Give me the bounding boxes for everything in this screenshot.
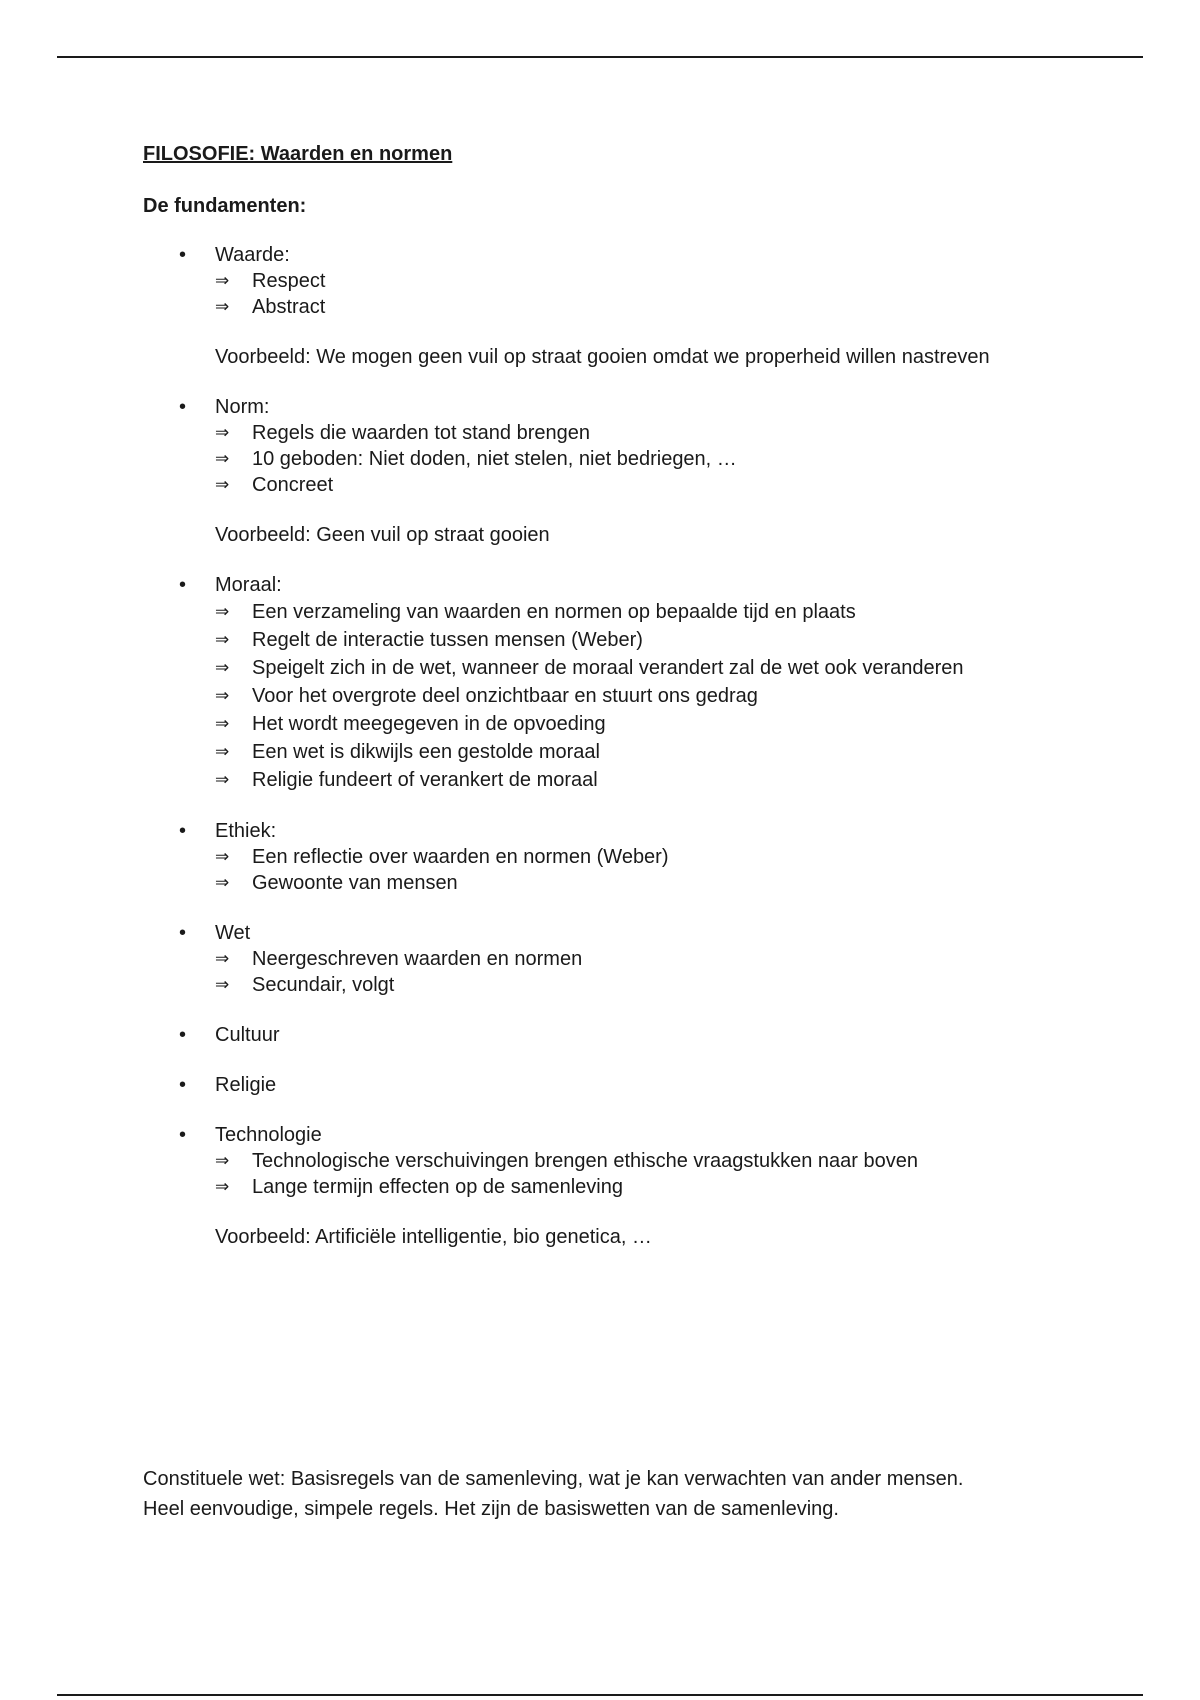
list-item-text: Abstract	[252, 296, 326, 318]
section-moraal	[143, 572, 1103, 794]
list-item-text: Regelt de interactie tussen mensen (Weber)	[252, 629, 643, 651]
arrow-icon: ⇒	[215, 1151, 230, 1170]
list-item-text: Een reflectie over waarden en normen (Weber)	[252, 846, 669, 868]
list-item	[215, 420, 1103, 446]
page-title: FILOSOFIE: Waarden en normen	[143, 143, 453, 165]
section-waarde	[143, 242, 1103, 370]
list-item-text: Regels die waarden tot stand brengen	[252, 422, 591, 444]
footer-line: Constituele wet: Basisregels van de samenleving, wat je kan verwachten van ander mensen.	[143, 1468, 964, 1490]
arrow-list	[215, 946, 1103, 998]
section-label: Religie	[215, 1074, 277, 1096]
arrow-icon: ⇒	[215, 271, 230, 290]
footer-note	[143, 1464, 1103, 1524]
section-cultuur	[143, 1022, 1103, 1048]
bullet-icon: •	[179, 244, 187, 266]
bullet-icon: •	[179, 1074, 187, 1096]
arrow-list	[215, 844, 1103, 896]
example-text: Voorbeeld: Artificiële intelligentie, bio genetica, …	[215, 1226, 652, 1248]
arrow-icon: ⇒	[215, 602, 230, 621]
list-item	[215, 710, 1103, 738]
list-item	[215, 626, 1103, 654]
arrow-icon: ⇒	[215, 449, 230, 468]
list-item	[215, 946, 1103, 972]
list-item-text: Respect	[252, 270, 326, 292]
section-wet	[143, 920, 1103, 998]
list-item	[215, 294, 1103, 320]
arrow-list	[215, 268, 1103, 320]
list-item-text: Lange termijn effecten op de samenleving	[252, 1176, 623, 1198]
list-item	[215, 1148, 1103, 1174]
list-item	[215, 972, 1103, 998]
arrow-icon: ⇒	[215, 847, 230, 866]
footer-line: Heel eenvoudige, simpele regels. Het zijn de basiswetten van de samenleving.	[143, 1498, 839, 1520]
header-rule	[57, 56, 1143, 58]
section-label: Moraal:	[215, 574, 282, 596]
list-item-text: Een wet is dikwijls een gestolde moraal	[252, 741, 600, 763]
list-item-text: Concreet	[252, 474, 334, 496]
footer-rule	[57, 1694, 1143, 1696]
arrow-list	[215, 420, 1103, 498]
arrow-icon: ⇒	[215, 297, 230, 316]
example-text: Voorbeeld: We mogen geen vuil op straat gooien omdat we properheid willen nastreven	[215, 346, 990, 368]
list-item-text: Neergeschreven waarden en normen	[252, 948, 583, 970]
list-item-text: Een verzameling van waarden en normen op bepaalde tijd en plaats	[252, 601, 856, 623]
arrow-icon: ⇒	[215, 949, 230, 968]
list-item	[215, 682, 1103, 710]
bullet-icon: •	[179, 922, 187, 944]
list-item	[215, 654, 1103, 682]
list-item	[215, 738, 1103, 766]
arrow-icon: ⇒	[215, 1177, 230, 1196]
list-item	[215, 472, 1103, 498]
bullet-icon: •	[179, 1024, 187, 1046]
list-item-text: Technologische verschuivingen brengen ethische vraagstukken naar boven	[252, 1150, 918, 1172]
section-religie	[143, 1072, 1103, 1098]
document-body	[143, 140, 1103, 1274]
list-item-text: Voor het overgrote deel onzichtbaar en stuurt ons gedrag	[252, 685, 758, 707]
section-label: Cultuur	[215, 1024, 280, 1046]
list-item-text: Het wordt meegegeven in de opvoeding	[252, 713, 606, 735]
arrow-icon: ⇒	[215, 873, 230, 892]
section-norm	[143, 394, 1103, 548]
section-label: Waarde:	[215, 244, 290, 266]
list-item	[215, 268, 1103, 294]
list-item-text: Gewoonte van mensen	[252, 872, 458, 894]
list-item	[215, 870, 1103, 896]
arrow-list	[215, 598, 1103, 794]
section-label: Wet	[215, 922, 251, 944]
bullet-icon: •	[179, 820, 187, 842]
list-item	[215, 598, 1103, 626]
example-text: Voorbeeld: Geen vuil op straat gooien	[215, 524, 550, 546]
section-label: Ethiek:	[215, 820, 277, 842]
list-item-text: Religie fundeert of verankert de moraal	[252, 769, 598, 791]
list-item-text: Secundair, volgt	[252, 974, 395, 996]
list-item	[215, 766, 1103, 794]
section-ethiek	[143, 818, 1103, 896]
list-item	[215, 844, 1103, 870]
arrow-icon: ⇒	[215, 423, 230, 442]
section-label: Technologie	[215, 1124, 322, 1146]
arrow-icon: ⇒	[215, 770, 230, 789]
arrow-icon: ⇒	[215, 658, 230, 677]
list-item-text: Speigelt zich in de wet, wanneer de moraal verandert zal de wet ook veranderen	[252, 657, 964, 679]
arrow-icon: ⇒	[215, 975, 230, 994]
arrow-list	[215, 1148, 1103, 1200]
section-technologie	[143, 1122, 1103, 1250]
arrow-icon: ⇒	[215, 475, 230, 494]
bullet-icon: •	[179, 1124, 187, 1146]
arrow-icon: ⇒	[215, 714, 230, 733]
list-item-text: 10 geboden: Niet doden, niet stelen, niet bedriegen, …	[252, 448, 737, 470]
section-heading: De fundamenten:	[143, 195, 307, 217]
bullet-icon: •	[179, 396, 187, 418]
arrow-icon: ⇒	[215, 686, 230, 705]
arrow-icon: ⇒	[215, 630, 230, 649]
list-item	[215, 446, 1103, 472]
section-label: Norm:	[215, 396, 270, 418]
bullet-icon: •	[179, 574, 187, 596]
arrow-icon: ⇒	[215, 742, 230, 761]
list-item	[215, 1174, 1103, 1200]
